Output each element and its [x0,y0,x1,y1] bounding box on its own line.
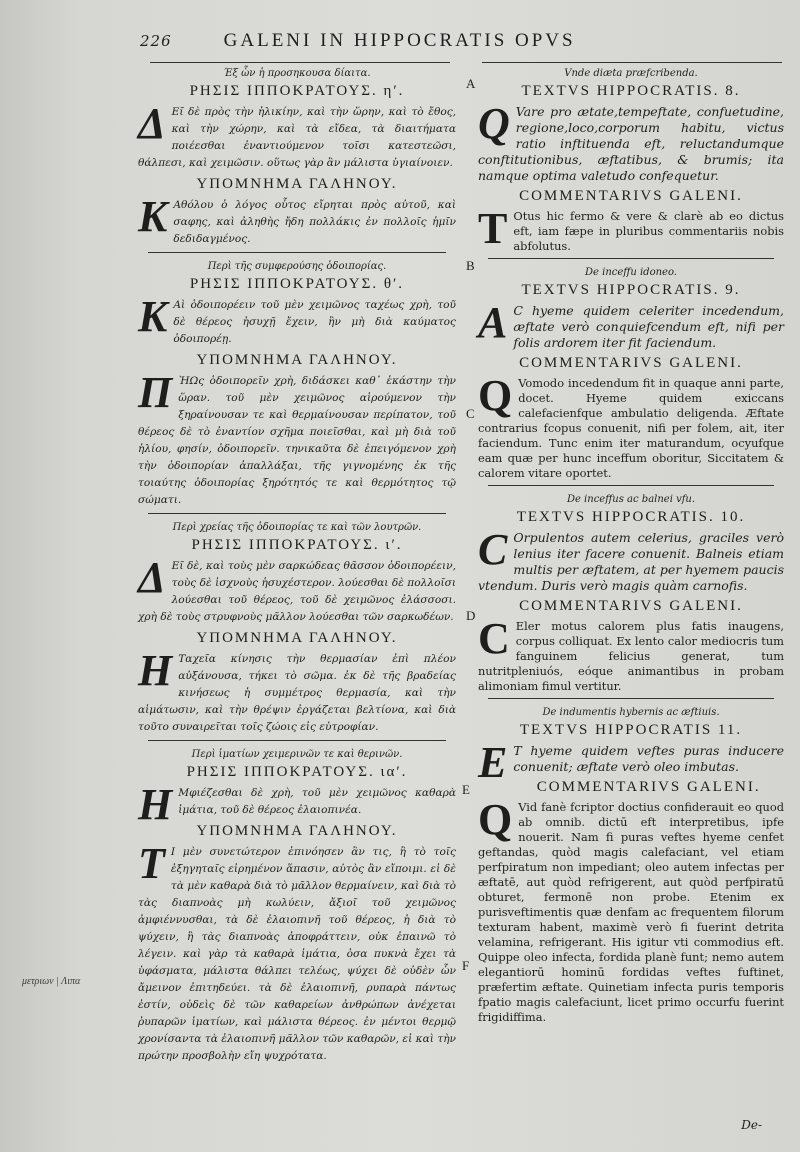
galen-greek-commentary: Τ Ι μὲν συνετώτερον ἐπινόησεν ἂν τις, ἢ τὸ τοῖς ἐξηγηταῖς εἰρημένον ἅπασιν, αὐτὸς ἂν εἴποιμι. εἰ δὲ τὰ μὲν καθαρὰ διὰ τὸ μᾶλλον θερμαίνειν, καὶ διὰ τὸ τὰς διαπνοὰς μὴ κωλύειν, ἄξιοῖ τοῦ χειμῶνος ἀμφιέννυσθαι, τὰ δὲ ἐλαιοπινῆ τοῦ θέρεος, ἡ διὰ τὸ ψύχειν, ἢ τὰς διαπνοὰς ἀποφράττειν, οὐκ ἐπαινῶ τὸ λέγειν. καὶ γὰρ τὰ καθαρὰ ἱμάτια, ὁσα πυκνὰ ἔχει τὰ ὑφάσματα, μάλιστα θάλπει τελέως, ψύχει δὲ οὐδὲν ὧν ἄμεινον ἐπιτηδεύει. τὰ δὲ ἐλαιοπινῆ, ρυπαρὰ πάντως ἐστίν, οὐδεὶς δὲ τῶν καθαρείων ἀνθρώπων ἀνέχεται ῥυπαρῶν ἱματίων, καὶ μάλιστα θέρεος. ἐν μέντοι θερμῷ χρονίσαντα τὰ ἐλαιοπινῆ μᾶλλον τῶν καθαρῶν, εἰ καὶ τὴν πρώτην προσβολὴν εἴη ψυχρότατα. [138,839,456,1062]
latin-commentary-heading: COMMENTARIVS GALENI. [519,188,743,204]
drop-cap: Δ [138,99,166,148]
greek-summary: Έξ ὧν ἡ προσηκουσα δίαιτα. [223,68,371,79]
hippocrates-greek-text: Κ Αὶ ὁδοιπορέειν τοῦ μὲν χειμῶνος ταχέως χρὴ, τοῦ δὲ θέρεος ἡσυχῇ ἔχειν, ἢν μὴ διὰ καύματος ὁδοιπορέῃ. [138,292,456,345]
greek-text-heading: ΡΗΣΙΣ ΙΠΠΟΚΡΑΤΟΥΣ. ηʹ. [189,83,405,99]
running-title: GALENI IN HIPPOCRATIS OPVS [223,30,576,51]
galen-greek-commentary: Η Ταχεῖα κίνησις τὴν θερμασίαν ἐπὶ πλέον αὐξάνουσα, τήκει τὸ σῶμα. ἐκ δὲ τῆς βραδείας κινήσεως ἡ συμμέτρος θερμασία, καὶ τὴν αἱμάτωσιν, καὶ τὴν θρέψιν ἐργάζεται βελτίονα, καὶ διὰ τοῦτο συναιρεῖται τοῖς ζώοις εἰς εὐτροφίαν. [138,646,456,733]
galen-latin-commentary: Q Vomodo incedendum fit in quaque anni parte, docet. Hyeme quidem exiccans calefacienfque ambulatio deligenda. Æftate contrarius fcopus conuenit, nifi per folem, ait, iter faciendum. Tunc enim iter maturandum, ocyufque eam quæ per hunc inceffum oboritur, Siccitatem & calorem vitare oportet. [478,371,784,480]
hippocrates-latin-text: Q Vare pro ætate,tempeftate, confuetudine, regione,loco,corporum habitu, victus ratio inftituenda eft, reluctandumque conftitutionibus, æftatibus, & brumis; ita namque optima valetudo confequetur. [478,99,784,183]
section-divider [488,485,774,486]
margin-letter-c: C [466,406,475,421]
galen-greek-commentary: Κ Αθόλου ὁ λόγος οὗτος εἴρηται πρὸς αὐτοῦ, καὶ σαφης, καὶ ἀληθὴς ἤδη πολλάκις ἐν πολλοῖς ἡμῖν δεδιδαγμένος. [138,192,456,245]
latin-section-8 [478,68,784,259]
greek-section-8 [138,68,456,253]
greek-section-11 [138,749,456,1065]
drop-cap: Κ [138,192,168,241]
galen-latin-commentary: C Eler motus calorem plus fatis inaugens, corpus colliquat. Ex lento calor mediocris tum fanguinem felicius generat, tum nutritpleniuós, eóque animantibus in probam alimoniam fimul vertitur. [478,614,784,693]
greek-commentary-heading: ΥΠΟΜΝΗΜΑ ΓΑΛΗΝΟΥ. [196,630,398,646]
hippocrates-latin-text: A C hyeme quidem celeriter incedendum, æftate verò conquiefcendum eft, nifi per folis ardorem iter fit faciendum. [478,298,784,350]
latin-summary: De inceffus ac balnei vfu. [566,494,696,505]
latin-commentary-heading: COMMENTARIVS GALENI. [519,355,743,371]
section-divider [148,740,446,741]
margin-letter-d: D [466,608,476,623]
drop-cap: Q [478,371,513,420]
latin-text-heading: TEXTVS HIPPOCRATIS. 9. [521,282,741,298]
greek-text-heading: ΡΗΣΙΣ ΙΠΠΟΚΡΑΤΟΥΣ. θʹ. [189,276,405,292]
drop-cap: C [478,525,508,574]
greek-section-9 [138,261,456,514]
margin-letter-b: B [466,258,475,273]
latin-summary: Vnde diæta præfcribenda. [564,68,698,79]
greek-commentary-heading: ΥΠΟΜΝΗΜΑ ΓΑΛΗΝΟΥ. [196,352,398,368]
galen-latin-commentary: T Otus hic fermo & vere & clarè ab eo dictus eft, iam fæpe in pluribus commentariis nobis abfolutus. [478,204,784,253]
latin-section-9 [478,267,784,486]
hippocrates-latin-text: C Orpulentos autem celerius, graciles verò lenius iter facere conuenit. Balneis etiam multis per æftatem, at per hyemem paucis vtendum. Duris verò magis quàm carnofis. [478,525,784,593]
latin-text-heading: TEXTVS HIPPOCRATIS. 8. [521,83,741,99]
latin-commentary-heading: COMMENTARIVS GALENI. [519,598,743,614]
latin-summary: De indumentis hybernis ac æftiuis. [542,707,720,718]
greek-commentary-heading: ΥΠΟΜΝΗΜΑ ΓΑΛΗΝΟΥ. [196,176,398,192]
page-number: 226 [140,32,172,50]
handwritten-marginal-note: μετριων | Λιπα [22,976,81,987]
drop-cap: A [478,298,508,347]
drop-cap: Τ [138,839,165,888]
section-divider [148,513,446,514]
margin-letter-a: A [466,76,476,91]
hippocrates-greek-text: Η Μφιέζεσθαι δὲ χρὴ, τοῦ μὲν χειμῶνος καθαρὰ ἱμάτια, τοῦ δὲ θέρεος ἐλαιοπινέα. [138,780,456,829]
greek-commentary-heading: ΥΠΟΜΝΗΜΑ ΓΑΛΗΝΟΥ. [196,823,398,839]
margin-letter-e: E [462,782,470,797]
section-divider [488,258,774,259]
greek-summary: Περὶ ἱματίων χειμερινῶν τε καὶ θερινῶν. [191,749,403,760]
hippocrates-greek-text: Δ Εῖ δὲ, καὶ τοὺς μὲν σαρκώδεας θᾶσσον ὁδοιπορέειν, τοὺς δὲ ἰσχνοὺς ἡσυχέστερον. λούεσθαι δὲ πολλοῖσι λούεσθαι τοῦ θέρεος, τοῦ δὲ χειμῶνος ἐλάσσοσι. χρὴ δὲ τοὺς στρυφνοὺς μᾶλλον λούεσθαι τῶν σαρκωδέων. [138,553,456,623]
greek-summary: Περὶ τῆς συμφερούσης ὁδοιπορίας. [207,261,387,272]
latin-column [478,62,784,1033]
drop-cap: T [478,204,508,253]
latin-section-11 [478,707,784,1025]
drop-cap: Δ [138,553,166,602]
latin-section-10 [478,494,784,699]
hippocrates-latin-text: E T hyeme quidem veftes puras inducere conuenit; æftate verò oleo imbutas. [478,738,784,787]
greek-text-heading: ΡΗΣΙΣ ΙΠΠΟΚΡΑΤΟΥΣ. ιαʹ. [186,764,408,780]
drop-cap: E [478,738,508,787]
latin-text-heading: TEXTVS HIPPOCRATIS. 10. [516,509,746,525]
drop-cap: Κ [138,292,168,341]
drop-cap: Η [138,780,173,829]
margin-letter-f: F [462,958,470,973]
greek-column [138,62,456,1073]
catchword: De- [741,1118,762,1132]
greek-summary: Περὶ χρείας τῆς ὁδοιπορίας τε καὶ τῶν λουτρῶν. [172,522,422,533]
drop-cap: Π [138,368,173,417]
greek-section-10 [138,522,456,741]
hippocrates-greek-text: Δ Εῖ δὲ πρὸς τὴν ἡλικίην, καὶ τὴν ὥρην, καὶ τὸ ἔθος, καὶ τὴν χώρην, καὶ τὰ εἴδεα, τὰ διαιτήματα ποιέεσθαι ἐναντιούμενον τοῖσι κατεστεῶσι, θάλπεσι, καὶ χειμῶσιν. οὕτως γὰρ ἂν μάλιστα ὑγιαίνοιεν. [138,99,456,169]
drop-cap: C [478,614,510,663]
galen-greek-commentary: Π ῊΩς ὁδοιπορεῖν χρὴ, διδάσκει καθ᾽ ἑκάστην τὴν ὥραν. τοῦ μὲν χειμῶνος αἱρούμενον τὴν ξηραίνουσαν τε καὶ θερμαίνουσαν περίπατον, τοῦ θέρεος δὲ τὸ ἐναντίον σχῆμα ποιεῖσθαι, καὶ μὴ διὰ τοῦ ἡλίου, φησίν, ὁδοιπορεῖν. τηνικαῦτα δὲ ἐπειγόμενον χρὴ τὴν ὁδοιπορίαν ἀπαλλάξαι, τῆς γιγνομένης ἐκ τῆς τοιαύτης ὁδοιπορίας ξηρότητός τε καὶ θερμότητος τῷ σώματι. [138,368,456,506]
section-divider [148,252,446,253]
drop-cap: Q [478,99,510,148]
latin-summary: De inceffu idoneo. [585,267,677,278]
latin-text-heading: TEXTVS HIPPOCRATIS 11. [519,722,743,738]
greek-text-heading: ΡΗΣΙΣ ΙΠΠΟΚΡΑΤΟΥΣ. ιʹ. [191,537,403,553]
galen-latin-commentary: Q Vid fanè fcriptor doctius confiderauit eo quod ab omnib. dictū eft interpretibus, ipfe nouerit. Nam fi puras veftes hyeme cenfet geftandas, quòd magis calefaciant, vel etiam perfpiratum non impediant; oleo autem infectas per æftatē, aut quòd refrigerent, aut quòd perfpiratū obturet, fermonē non probe. Etenim ex purisveftimentis quæ denfam ac frequentem filorum texturam habent, maximè verò fi fuerint detrita velamina, refrigerant. His igitur vti commodius eft. Quippe oleo infecta, fordida planè funt; nemo autem elegantiorū hominū fordidas veftes fuftinet, præfertim æftate. Quinetiam infecta puris temporis fpatio magis calefaciunt, licet primo occurfu fuerint frigidiffima. [478,795,784,1024]
latin-commentary-heading: COMMENTARIVS GALENI. [536,779,761,795]
drop-cap: Η [138,646,173,695]
page-header [140,30,780,60]
drop-cap: Q [478,795,513,844]
section-divider [488,698,774,699]
